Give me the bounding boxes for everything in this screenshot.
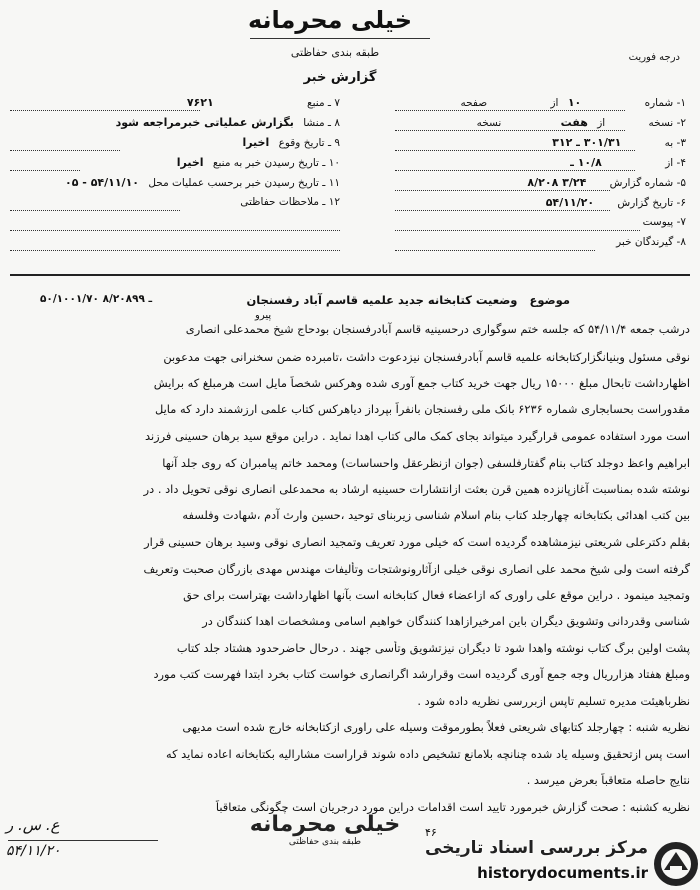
subject-number: ۵۰/۱۰۰۱/۷۰ ـ ۸/۲۰۸۹۹ [40,293,153,305]
body-line: نوشته شده بمناسبت آغازپانزده همین قرن بعثت ازانتشارات حسینیه ارشاد به محمدعلی انصاری نوقی تحویل داد . در [143,482,690,496]
handwritten-date: ۵۴/۱۱/۲۰ [6,843,61,859]
classification-stamp-title: خیلی محرمانه [247,6,413,34]
stamp-underline [250,38,430,39]
body-line: نظرباهیئت مدیره تسلیم تاپس ازبررسی نظریه داده شود . [417,694,690,708]
watermark-url: historydocuments.ir [477,864,648,882]
handwritten-signature: ع. س. ر [6,816,60,834]
dotted-line [395,110,625,111]
body-line: نتایج حاصله متعاقباً بعرض میرسد . [526,773,690,787]
body-line: بقلم دکترعلی شریعتی نیزمشاهده گردیده است که خیلی مورد تعریف وتمجید انصاری نوقی وسید برهان حسینی قرار [144,535,690,549]
dotted-line [10,170,80,171]
signature-line [8,840,158,841]
subject-note: پیرو [255,310,272,321]
body-line: ومبلغ هفتاد هزارریال وجه جمع آوری گردیده است وقرارشد اگرانصاری خواست کتاب بخرد ابتدا فهرست کتب مورد [153,667,690,681]
body-line: است مورد استفاده عمومی قرارگیرد میتواند بجای کمک مالی کتاب اهدا نماید . دراین موقع سید برهان حسینی فرزند [145,429,690,443]
dotted-line [10,150,120,151]
form-row-origin: ۸ ـ منشا بگزارش عملیاتی خبرمراجعه شود [115,116,340,129]
form-row-operation-receipt-date: ۱۱ ـ تاریخ رسیدن خبر برحسب عملیات محل ۵۴/۱۱/۱۰ - ۰۵ [65,176,340,189]
dotted-line [10,230,340,231]
watermark-title: مرکز بررسی اسناد تاریخی [425,838,648,858]
subject-line: موضوع وضعیت کتابخانه جدید علمیه قاسم آباد رفسنجان [246,293,570,307]
dotted-line [10,250,340,251]
body-line: گرفته است ولی شیخ محمد علی انصاری نوقی خیلی ازآثارونوشتجات وتألیفات مهندس مهدی بازرگان صحبت وتعریف [143,562,690,576]
form-row-security-notes: ۱۲ ـ ملاحظات حفاظتی [240,196,340,208]
body-line: اظهارداشت تابحال مبلغ ۱۵۰۰۰ ریال جهت خرید کتاب جمع آوری شده وهرکس شخصاً مایل است هرمبلغ که برایش [153,376,690,390]
body-line: نوقی مسئول وبنیانگزارکتابخانه علمیه قاسم آبادرفسنجان نیزدعوت داشت ،تامبرده ضمن سخنرانی جهت مدعوبن [163,350,690,364]
archive-logo-icon [652,840,700,888]
dotted-line [395,210,610,211]
dotted-line [395,190,610,191]
form-row-report-number: ۵- شماره گزارش ۳/۲۴ ۸/۲۰۸ [527,176,686,189]
bottom-classification-stamp: خیلی محرمانه طبقه بندی حفاظتی [249,812,401,847]
dotted-line [395,150,635,151]
body-line: شناسی وقدردانی وتشویق دیگران باین امرخیرازاهدا کنندگان خواهیم اسامی ومشخصات اهدا کنندگان در [202,614,690,628]
body-line: بین کتب اهدائی بکتابخانه چهارجلد کتاب بنام اسلام شناسی زیربنای توحید ،حسین وارث آدم ،شهادت وفلسفه [182,508,690,522]
body-line: است پس ازتحقیق وسیله یاد شده چنانچه بلامانع تشخیص داده شوند قراراست مشارالیه بکتابخانه اعاده نماید که [166,747,690,761]
body-line: وتمجید مینمود . دراین موقع علی راوری که ازاعضاء فعال کتابخانه است بآنها اظهارداشت بهتراست برای حق [183,588,690,602]
classification-label: طبقه بندی حفاظتی [290,46,380,59]
report-title: گزارش خبر [303,70,377,85]
dotted-line [10,110,200,111]
form-row-to: ۳- به ۳۰۱/۳۱ ـ ۳۱۲ [552,136,686,149]
body-line: مقدوراست بحسابجاری شماره ۶۲۳۶ بانک ملی رفسنجان بانفراً بپرداز دیاهرکس کتاب علمی ارزشمند دارد که مایل [155,402,690,416]
dotted-line [10,210,180,211]
header-divider [10,274,690,276]
body-line: ابراهیم واعظ دوجلد کتاب بنام گفتارفلسفی (جوان ازنظرعقل واحساسات) ومحمد خاتم پیامبران که روی جلد آنها [162,456,690,470]
form-row-source-receipt-date: ۱۰ ـ تاریخ رسیدن خبر به منبع اخیرا [176,156,340,169]
form-row-copy: ۲- نسخه از هفت نسخه [476,116,686,129]
form-row-attachment: ۷- پیوست [642,216,686,228]
form-row-report-date: ۶- تاریخ گزارش ۵۴/۱۱/۲۰ [545,196,686,209]
dotted-line [395,130,625,131]
form-row-source: ۷ ـ منبع ۷۶۲۱ [186,96,340,109]
body-line: پشت اولین برگ کتاب نوشته واهدا شود تا دیگران نیزتشویق وتأسی جهند . درحال حاضرحدود هشتاد جلد کتاب [176,641,690,655]
dotted-line [395,250,595,251]
footer-line: نظریه کشنبه : صحت گزارش خبرمورد تایید است اقدامات دراین مورد درجریان است چگونگی متعاقباً [215,800,690,814]
form-row-occurrence-date: ۹ ـ تاریخ وقوع اخیرا [242,136,340,149]
form-row-number: ۱- شماره ۱۰ از صفحه [460,96,686,109]
form-row-from: ۴- از ۱۰/۸ ـ [570,156,686,169]
dotted-line [395,170,635,171]
page-number: ۴۶ [425,826,437,839]
priority-label: درجه فوریت [628,52,680,63]
body-line: درشب جمعه ۵۴/۱۱/۴ که جلسه ختم سوگواری درحسینیه قاسم آبادرفسنجان بودحاج شیخ محمدعلی انصاری [185,322,690,336]
dotted-line [395,230,640,231]
body-line: نظریه شنبه : چهارجلد کتابهای شریعتی فعلاً بطورموقت وسیله علی راوری ازکتابخانه خارج شده است مدیهی [182,720,690,734]
watermark [408,838,700,890]
form-row-recipients: ۸- گیرندگان خبر [616,236,686,248]
